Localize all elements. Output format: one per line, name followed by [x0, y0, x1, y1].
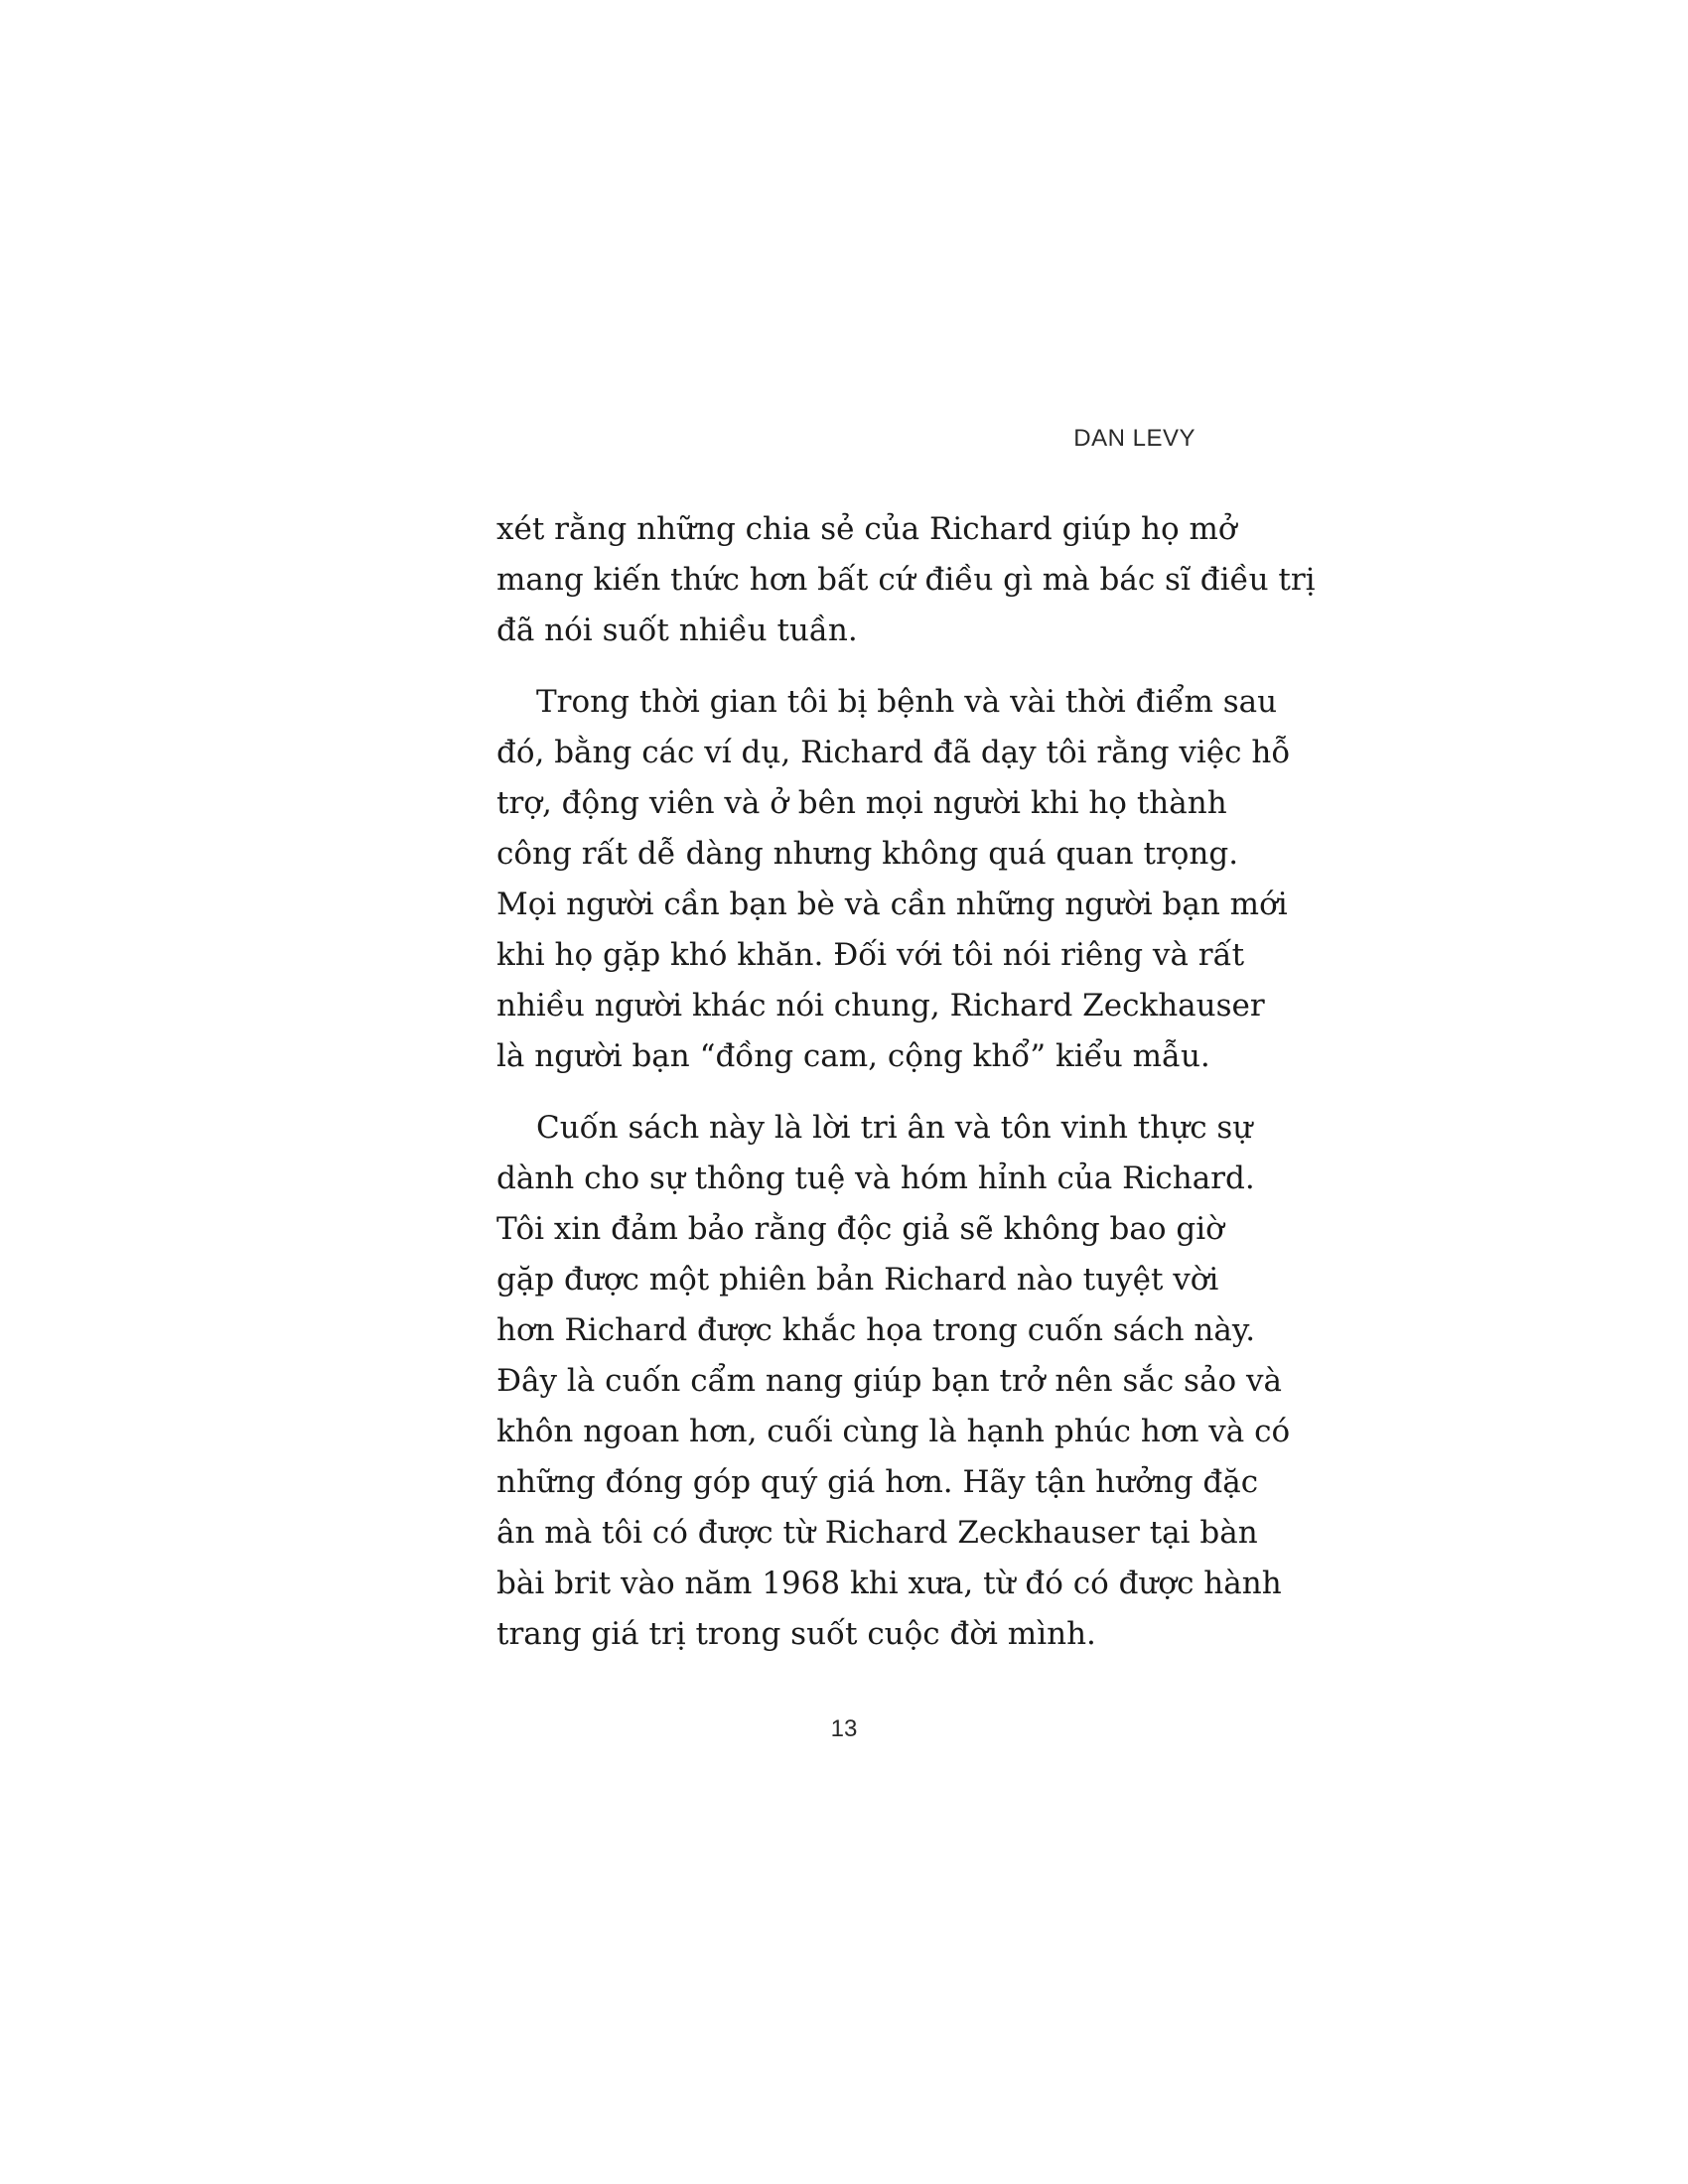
text-line: xét rằng những chia sẻ của Richard giúp họ mở: [496, 511, 1237, 547]
text-line: mang kiến thức hơn bất cứ điều gì mà bác sĩ điều trị: [496, 562, 1316, 598]
text-line: Tôi xin đảm bảo rằng độc giả sẽ không bao giờ: [496, 1211, 1224, 1247]
text-line: ân mà tôi có được từ Richard Zeckhauser tại bàn: [496, 1515, 1258, 1551]
text-line: hơn Richard được khắc họa trong cuốn sách này.: [496, 1312, 1256, 1348]
text-line: đó, bằng các ví dụ, Richard đã dạy tôi rằng việc hỗ: [496, 735, 1291, 770]
text-line: Đây là cuốn cẩm nang giúp bạn trở nên sắc sảo và: [496, 1363, 1282, 1399]
text-line: là người bạn “đồng cam, cộng khổ” kiểu mẫu.: [496, 1038, 1210, 1074]
text-line: đã nói suốt nhiều tuần.: [496, 613, 858, 648]
text-line: công rất dễ dàng nhưng không quá quan trọng.: [496, 836, 1239, 872]
text-line: nhiều người khác nói chung, Richard Zeckhauser: [496, 988, 1265, 1024]
text-line: bài brit vào năm 1968 khi xưa, từ đó có được hành: [496, 1566, 1282, 1601]
page-number: 13: [830, 1715, 858, 1742]
text-line: Mọi người cần bạn bè và cần những người bạn mới: [496, 887, 1288, 922]
text-line: những đóng góp quý giá hơn. Hãy tận hưởng đặc: [496, 1464, 1259, 1500]
text-line: Cuốn sách này là lời tri ân và tôn vinh thực sự: [536, 1110, 1253, 1146]
text-line: Trong thời gian tôi bị bệnh và vài thời điểm sau: [536, 684, 1278, 720]
text-line: gặp được một phiên bản Richard nào tuyệt vời: [496, 1262, 1219, 1297]
body-text: [496, 504, 1316, 1681]
text-line: dành cho sự thông tuệ và hóm hỉnh của Richard.: [496, 1160, 1255, 1196]
paragraph-2: [496, 677, 1291, 1082]
text-line: khôn ngoan hơn, cuối cùng là hạnh phúc hơn và có: [496, 1414, 1291, 1449]
text-line: khi họ gặp khó khăn. Đối với tôi nói riêng và rất: [496, 937, 1245, 973]
paragraph-1: [496, 504, 1316, 656]
paragraph-3: [496, 1103, 1291, 1660]
text-line: trợ, động viên và ở bên mọi người khi họ thành: [496, 785, 1227, 821]
text-line: trang giá trị trong suốt cuộc đời mình.: [496, 1616, 1096, 1652]
running-header: DAN LEVY: [1073, 425, 1196, 452]
